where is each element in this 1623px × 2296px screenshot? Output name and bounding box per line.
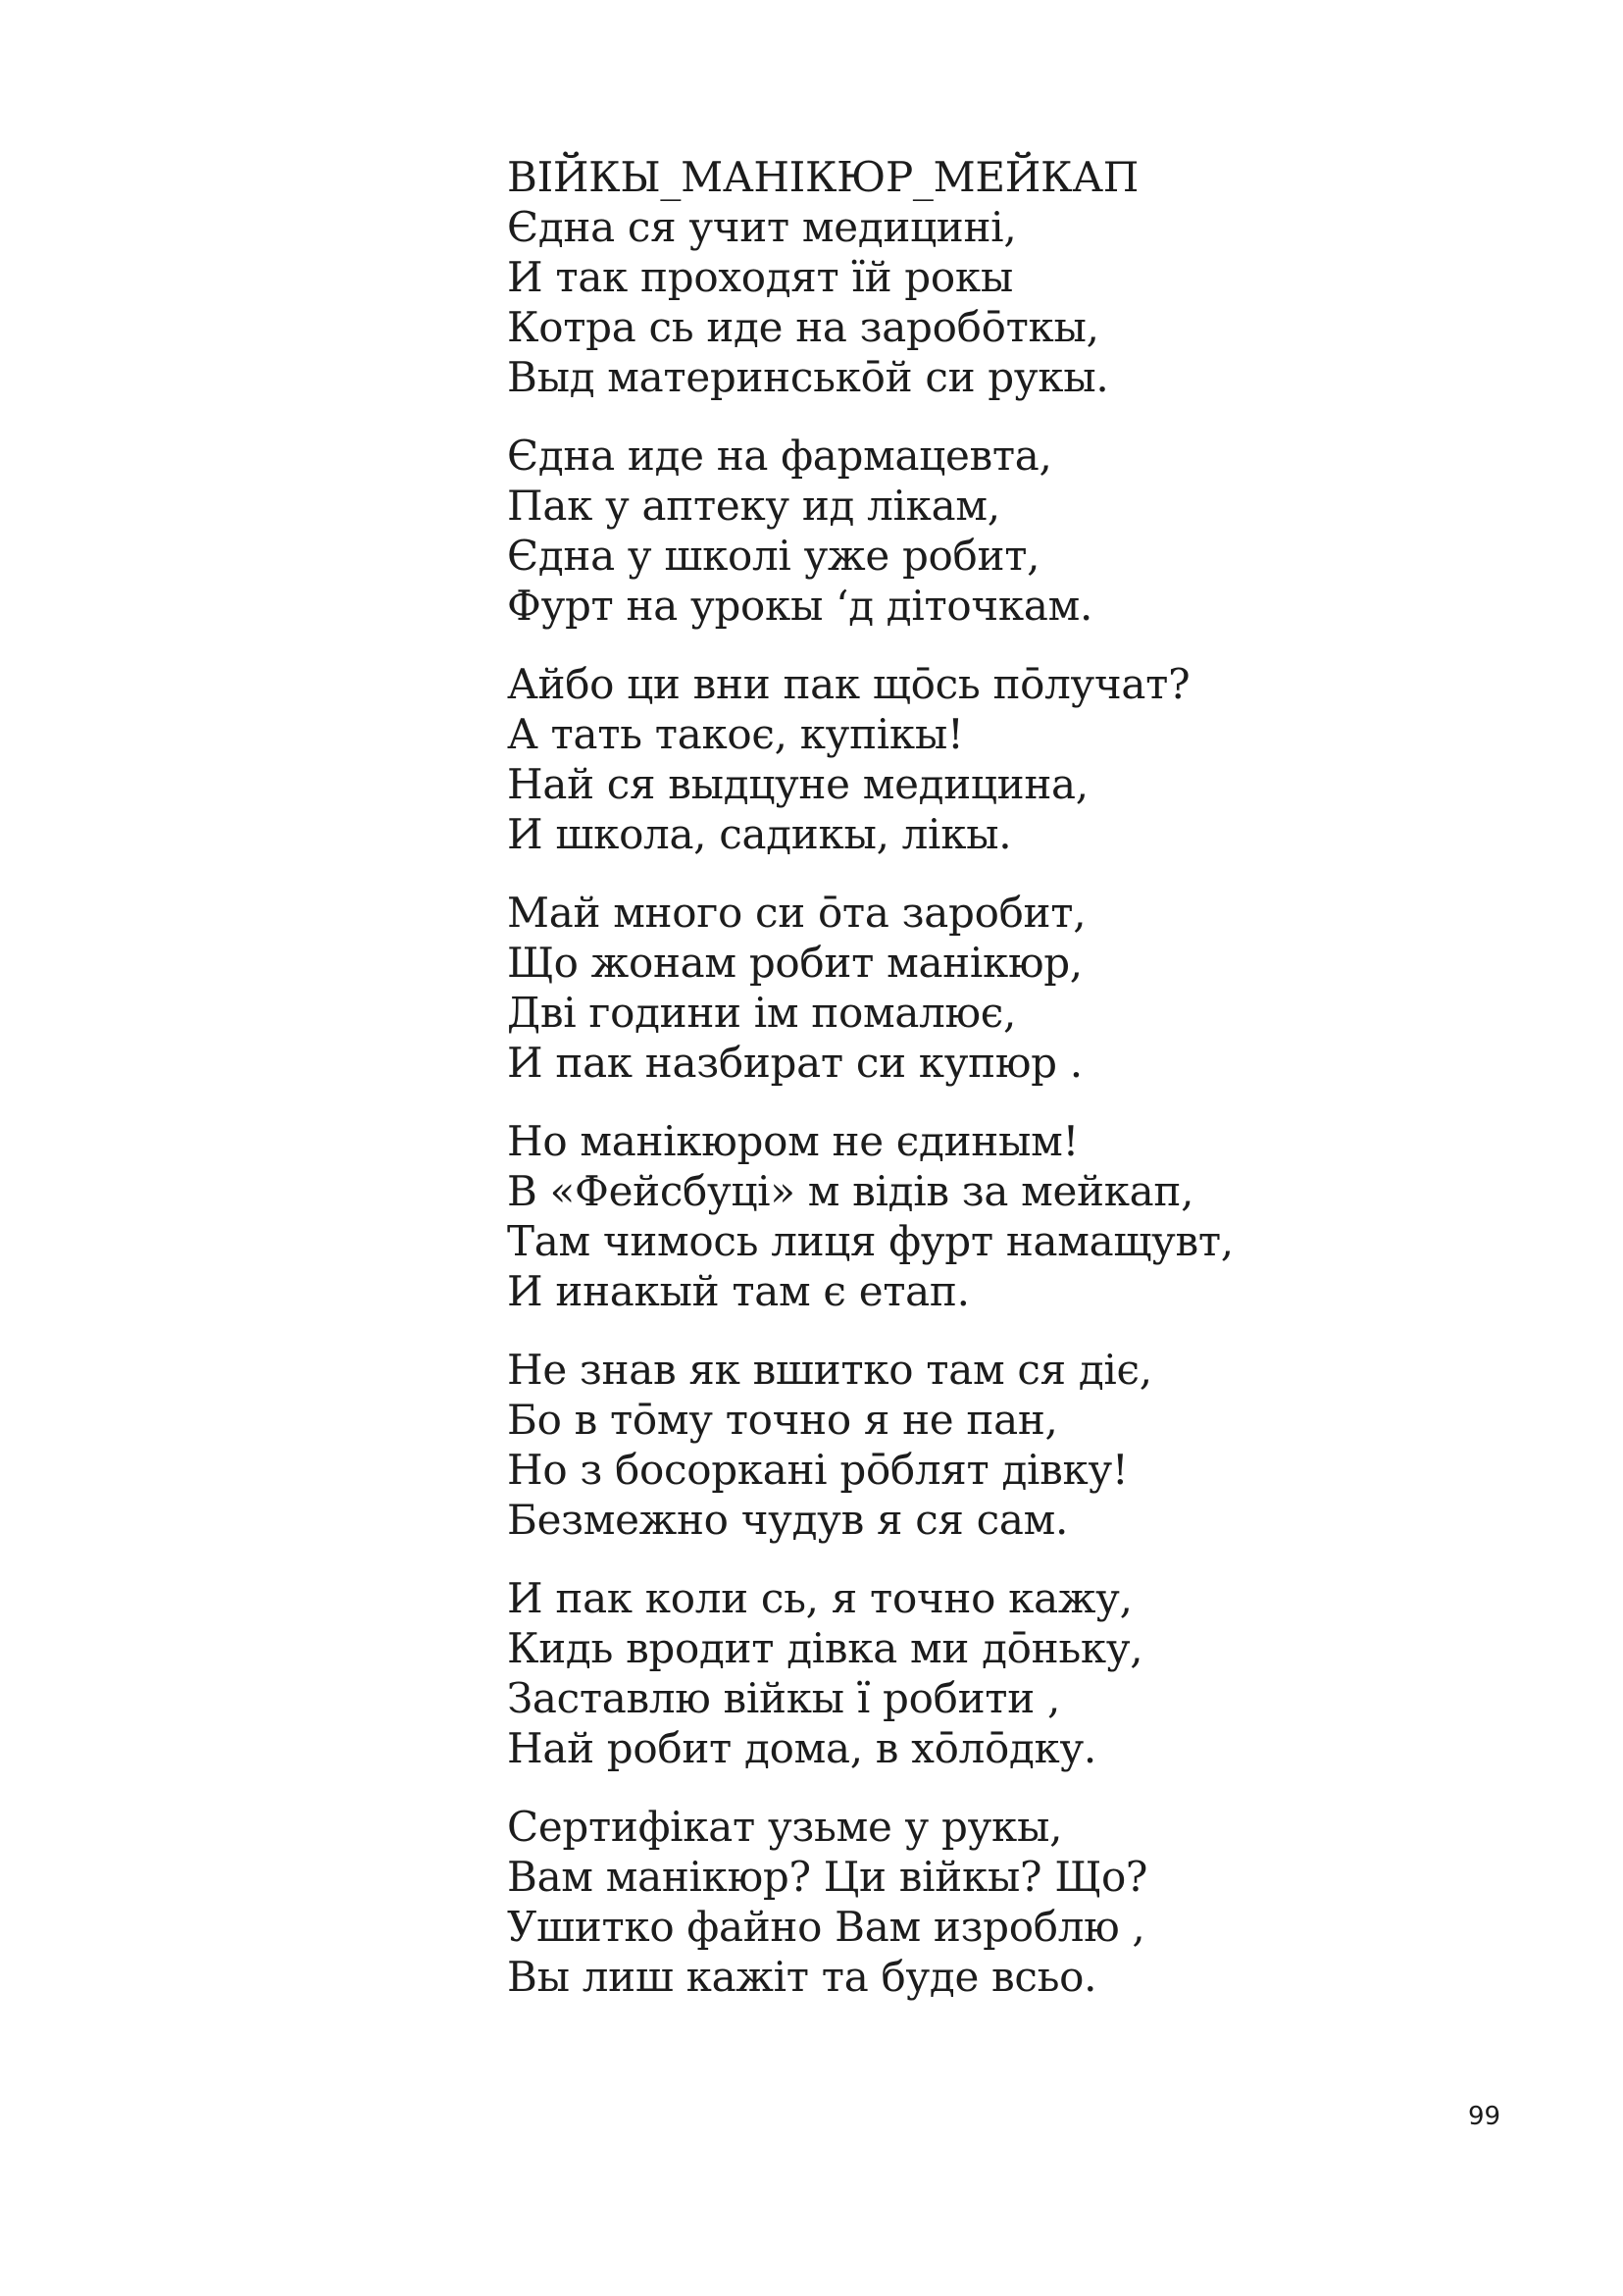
poem-line: А тать такоє, купікы! [507, 710, 964, 758]
stanza [507, 888, 1488, 1088]
poem-line: Фурт на урокы ‘д діточкам. [507, 582, 1092, 630]
poem-line: Най ся выдцуне медицина, [507, 760, 1089, 808]
poem-line: Ушитко файно Вам изроблю , [507, 1903, 1145, 1951]
poem-line: Май много си о̄та заробит, [507, 889, 1087, 937]
poem-line: И инакый там є етап. [507, 1267, 970, 1315]
poem-line: Єдна у школі уже робит, [507, 532, 1040, 580]
poem-title: ВІЙКЫ_МАНІКЮР_МЕЙКАП [507, 153, 1140, 201]
poem-line: Пак у аптеку ид лікам, [507, 482, 1000, 530]
poem-line: Дві години ім помалює, [507, 989, 1017, 1037]
poem-line: И школа, садикы, лікы. [507, 810, 1012, 858]
poem-line: И пак коли сь, я точно кажу, [507, 1574, 1133, 1622]
poem-line: Кидь вродит дівка ми до̄ньку, [507, 1624, 1143, 1672]
poem [507, 152, 1488, 2002]
poem-line: В «Фейсбуці» м відів за мейкап, [507, 1167, 1194, 1215]
poem-line: И пак назбират си купюр . [507, 1039, 1083, 1087]
poem-line: Заставлю війкы ї робити , [507, 1674, 1061, 1722]
poem-line: Не знав як вшитко там ся діє, [507, 1346, 1152, 1394]
poem-line: Безмежно чудув я ся сам. [507, 1496, 1069, 1544]
poem-line: Вы лиш кажіт та буде всьо. [507, 1953, 1097, 2001]
stanza [507, 1802, 1488, 2002]
stanza [507, 431, 1488, 631]
poem-line: Що жонам робит манікюр, [507, 939, 1083, 987]
poem-line: Вам манікюр? Ци війкы? Що? [507, 1853, 1148, 1901]
poem-line: Єдна ся учит медицині, [507, 203, 1017, 251]
poem-line: Выд материнсько̄й си рукы. [507, 353, 1109, 401]
poem-line: Сертифікат узьме у рукы, [507, 1803, 1063, 1851]
poem-line: Єдна иде на фармацевта, [507, 432, 1052, 480]
poem-body [507, 202, 1488, 2002]
stanza [507, 1345, 1488, 1545]
poem-line: Но з босоркані ро̄блят дівку! [507, 1446, 1129, 1494]
poem-line: Най робит дома, в хо̄ло̄дку. [507, 1724, 1096, 1772]
poem-line: Айбо ци вни пак що̄сь по̄лучат? [507, 660, 1191, 708]
stanza [507, 659, 1488, 859]
stanza [507, 1573, 1488, 1773]
poem-line: Котра сь иде на заробо̄ткы, [507, 303, 1099, 351]
stanza [507, 202, 1488, 402]
poem-line: Бо в то̄му точно я не пан, [507, 1396, 1058, 1444]
poem-line: Но манікюром не єдиным! [507, 1117, 1080, 1165]
stanza [507, 1116, 1488, 1316]
poem-line: И так проходят їй рокы [507, 253, 1013, 301]
poem-line: Там чимось лиця фурт намащувт, [507, 1217, 1234, 1265]
page-number: 99 [1468, 2102, 1501, 2131]
